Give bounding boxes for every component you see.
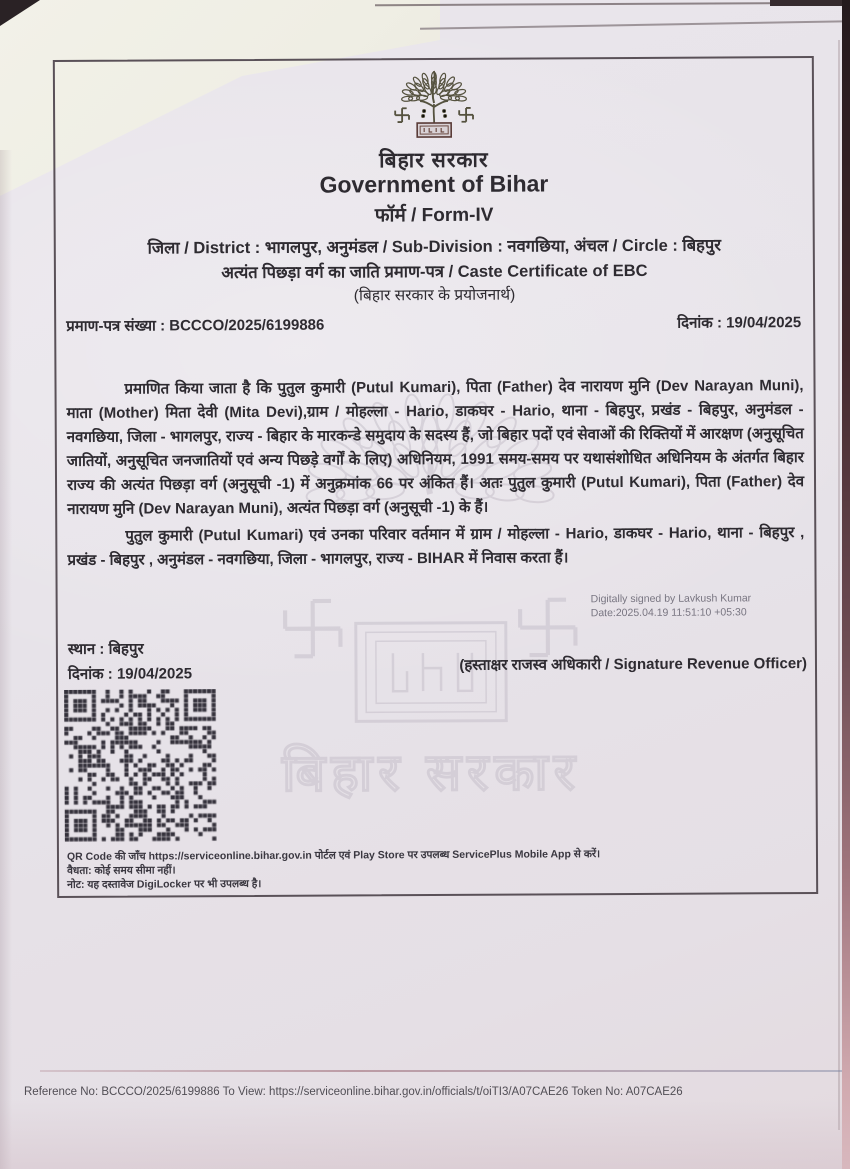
digital-signature-date: Date:2025.04.19 11:51:10 +05:30 (590, 606, 747, 620)
swastika-watermark-right (520, 600, 575, 655)
footer-reference-line: Reference No: BCCCO/2025/6199886 To View: https://serviceonline.bihar.gov.in/officials/t/oiTI3/A07CAE26 Token No: A07CAE26 (24, 1086, 683, 1098)
swastika-icon-left (395, 108, 409, 122)
qr-note-verification: QR Code की जाँच https://serviceonline.bihar.gov.in पोर्टल एवं Play Store पर उपलब्ध ServicePlus Mobile App से करें। (66, 848, 601, 863)
certificate-date: दिनांक : 19/04/2025 (677, 314, 802, 332)
qr-note-digilocker: नोट: यह दस्तावेज DigiLocker पर भी उपलब्ध है। (67, 877, 262, 891)
signature-officer-line: (हस्ताक्षर राजस्व अधिकारी / Signature Revenue Officer) (459, 655, 808, 674)
certificate-meta-row (66, 312, 801, 336)
digital-signature-name: Digitally signed by Lavkush Kumar (590, 592, 752, 606)
emblem-wrap (55, 61, 812, 147)
qr-notes (67, 846, 796, 892)
purpose-line: (बिहार सरकार के प्रयोजनार्थ) (353, 286, 516, 305)
certificate-title: अत्यंत पिछड़ा वर्ग का जाति प्रमाण-पत्र / Caste Certificate of EBC (221, 261, 648, 283)
place-date-block (68, 636, 192, 687)
certificate-number: प्रमाण-पत्र संख्या : BCCCO/2025/6199886 (66, 316, 325, 335)
title-english: Government of Bihar (319, 170, 549, 198)
swastika-watermark-left (285, 601, 340, 656)
scan-shadow-right-edge (842, 0, 850, 1169)
scan-shade-bottom (0, 1099, 850, 1169)
scan-shadow-top-right (770, 0, 850, 6)
footer-divider (40, 1070, 842, 1072)
pedestal-icon (417, 123, 451, 137)
bihar-government-emblem-icon (379, 63, 487, 146)
certificate-border-box (53, 56, 818, 898)
title-hindi: बिहार सरकार (379, 148, 489, 173)
paper-edge-line (838, 40, 840, 1130)
paper-crease-line (420, 20, 850, 29)
qr-code-icon (64, 689, 217, 842)
digital-signature-stamp (591, 591, 791, 620)
certificate-paragraph-residence: पुतुल कुमारी (Putul Kumari) एवं उनका परिवार वर्तमान में ग्राम / मोहल्ला - Hario, डाकघर - Hario, थाना - बिहपुर , प्रखंड - बिहपुर , अनुमंडल - नवगछिया, जिला - भागलपुर, राज्य - BIHAR में निवास करता हैं। (67, 524, 805, 569)
district-subdivision-circle-line: जिला / District : भागलपुर, अनुमंडल / Sub-Division : नवगछिया, अंचल / Circle : बिहपुर (147, 236, 722, 258)
watermark-text: बिहार सरकार (281, 743, 582, 803)
form-number: फॉर्म / Form-IV (374, 204, 494, 227)
certificate-paragraph-main: प्रमाणित किया जाता है कि पुतुल कुमारी (Putul Kumari), पिता (Father) देव नारायण मुनि (Dev Narayan Muni), माता (Mother) मिता देवी (Mita Devi),ग्राम / मोहल्ला - Hario, डाकघर - Hario, थाना - बिहपुर, प्रखंड - बिहपुर, अनुमंडल - नवगछिया, जिला - भागलपुर, राज्य - बिहार के मारकन्डे समुदाय के सदस्य हैं, जो बिहार पदों एवं सेवाओं की रिक्तियों में आरक्षण (अनुसूचित जातियों, अनुसूचित जनजातियों एवं अन्य पिछड़े वर्गों के लिए) अधिनियम, 1991 समय-समय पर यथासंशोधित अधिनियम के अंतर्गत बिहार राज्य की अत्यंत पिछड़ा वर्ग (अनुसूची -1) में अनुक्रमांक 66 पर अंकित हैं। अतः पुतुल कुमारी (Putul Kumari), पिता (Father) देव नारायण मुनि (Dev Narayan Muni), अत्यंत पिछड़ा वर्ग (अनुसूची -1) के हैं। (66, 377, 805, 518)
place-line: स्थान : बिहपुर (67, 640, 144, 658)
issue-date-line: दिनांक : 19/04/2025 (67, 665, 193, 683)
qr-note-validity: वैधता: कोई समय सीमा नहीं। (67, 864, 176, 877)
scan-shade-left (0, 150, 12, 1169)
swastika-icon-right (459, 108, 473, 122)
